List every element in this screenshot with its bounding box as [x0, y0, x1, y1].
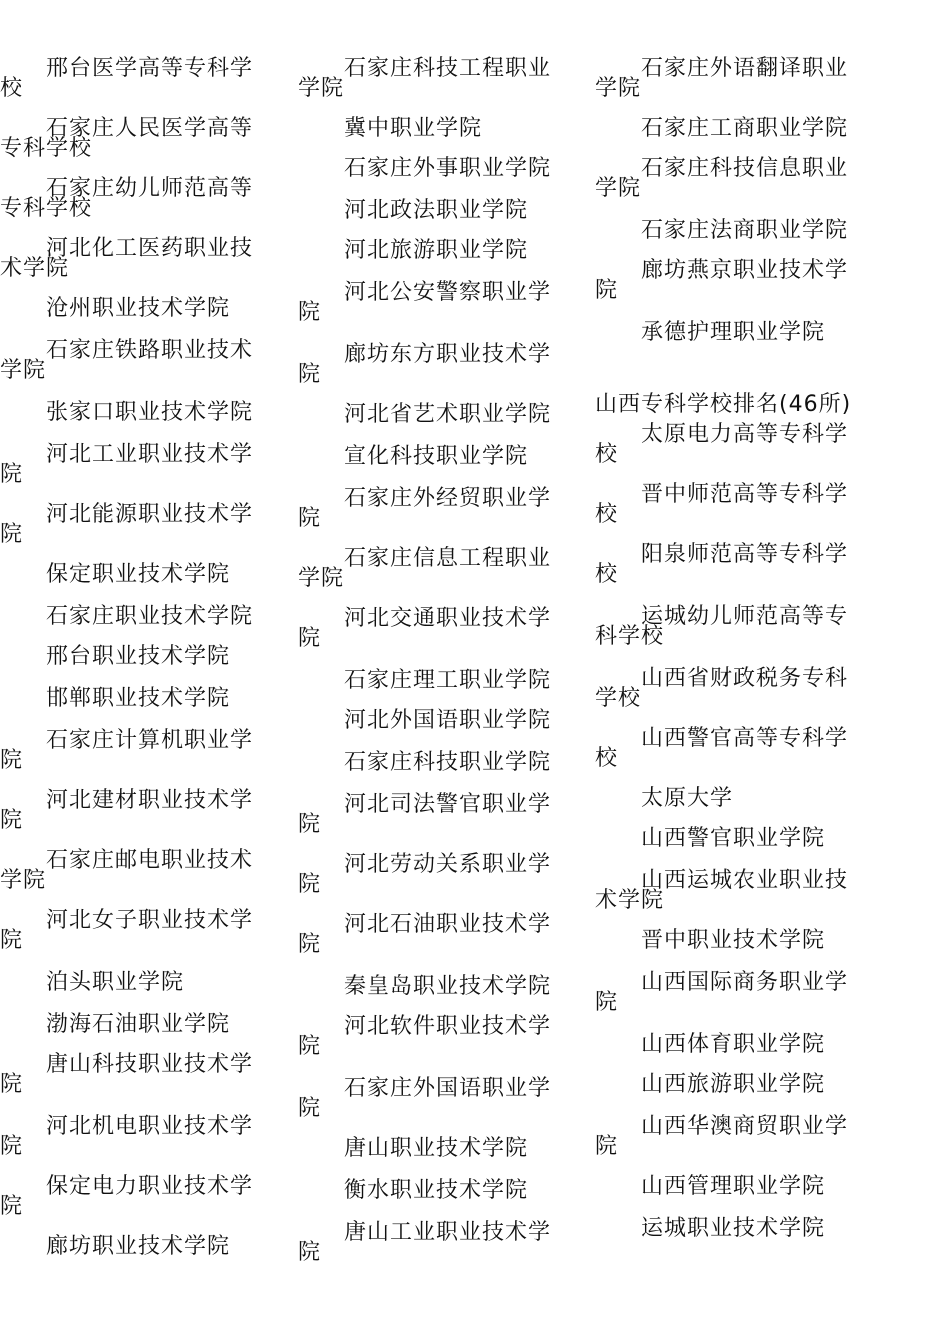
school-name-line-2: 学院 [595, 76, 642, 101]
school-name-line-2: 学院 [298, 566, 345, 591]
school-name-line-2: 院 [0, 1072, 24, 1097]
school-name-line-1: 河北外国语职业学院 [344, 708, 552, 733]
school-name-line-1: 邢台职业技术学院 [46, 644, 231, 669]
school-name-line-1: 山西警官高等专科学 [641, 726, 849, 751]
school-name-line-1: 石家庄计算机职业学 [46, 728, 254, 753]
school-name-line-2: 专科学校 [0, 196, 93, 221]
school-name-line-1: 河北软件职业技术学 [344, 1014, 552, 1039]
school-name-line-2: 学院 [298, 76, 345, 101]
school-name-line-1: 石家庄科技职业学院 [344, 750, 552, 775]
school-name-line-2: 学院 [595, 176, 642, 201]
school-name-line-1: 河北交通职业技术学 [344, 606, 552, 631]
school-name-line-1: 运城幼儿师范高等专 [641, 604, 849, 629]
school-name-line-1: 河北建材职业技术学 [46, 788, 254, 813]
school-name-line-2: 校 [595, 562, 619, 587]
school-name-line-1: 唐山科技职业技术学 [46, 1052, 254, 1077]
school-name-line-1: 唐山职业技术学院 [344, 1136, 529, 1161]
school-name-line-2: 科学校 [595, 624, 665, 649]
school-name-line-1: 冀中职业学院 [344, 116, 483, 141]
school-name-line-1: 衡水职业技术学院 [344, 1178, 529, 1203]
school-name-line-2: 院 [298, 300, 322, 325]
school-name-line-1: 河北机电职业技术学 [46, 1114, 254, 1139]
school-name-line-1: 晋中职业技术学院 [641, 928, 826, 953]
school-name-line-1: 邯郸职业技术学院 [46, 686, 231, 711]
school-name-line-1: 石家庄工商职业学院 [641, 116, 849, 141]
school-name-line-1: 保定职业技术学院 [46, 562, 231, 587]
school-name-line-1: 山西省财政税务专科 [641, 666, 849, 691]
school-name-line-2: 术学院 [595, 888, 665, 913]
school-name-line-1: 石家庄邮电职业技术 [46, 848, 254, 873]
school-name-line-1: 泊头职业学院 [46, 970, 185, 995]
school-name-line-2: 院 [298, 626, 322, 651]
school-name-line-2: 院 [0, 808, 24, 833]
school-name-line-2: 术学院 [0, 256, 70, 281]
school-name-line-1: 河北能源职业技术学 [46, 502, 254, 527]
school-name-line-1: 山西体育职业学院 [641, 1032, 826, 1057]
school-name-line-2: 院 [595, 1134, 619, 1159]
school-name-line-1: 山西管理职业学院 [641, 1174, 826, 1199]
school-name-line-2: 院 [298, 506, 322, 531]
school-name-line-1: 晋中师范高等专科学 [641, 482, 849, 507]
school-name-line-1: 沧州职业技术学院 [46, 296, 231, 321]
school-name-line-1: 保定电力职业技术学 [46, 1174, 254, 1199]
school-name-line-2: 学院 [0, 358, 47, 383]
school-name-line-1: 石家庄外国语职业学 [344, 1076, 552, 1101]
school-name-line-1: 宣化科技职业学院 [344, 444, 529, 469]
school-name-line-1: 运城职业技术学院 [641, 1216, 826, 1241]
school-name-line-1: 河北公安警察职业学 [344, 280, 552, 305]
school-name-line-2: 院 [298, 1096, 322, 1121]
school-name-line-2: 院 [595, 990, 619, 1015]
school-name-line-2: 校 [0, 76, 24, 101]
column-2 [298, 0, 598, 1344]
school-name-line-1: 廊坊东方职业技术学 [344, 342, 552, 367]
school-name-line-1: 河北旅游职业学院 [344, 238, 529, 263]
school-name-line-1: 石家庄外事职业学院 [344, 156, 552, 181]
school-name-line-1: 唐山工业职业技术学 [344, 1220, 552, 1245]
school-name-line-1: 石家庄法商职业学院 [641, 218, 849, 243]
school-name-line-2: 院 [0, 1194, 24, 1219]
school-name-line-1: 太原大学 [641, 786, 734, 811]
school-name-line-2: 校 [595, 502, 619, 527]
school-name-line-1: 石家庄理工职业学院 [344, 668, 552, 693]
school-name-line-2: 院 [298, 1240, 322, 1265]
school-name-line-1: 河北化工医药职业技 [46, 236, 254, 261]
school-name-line-1: 石家庄外经贸职业学 [344, 486, 552, 511]
school-name-line-1: 石家庄外语翻译职业 [641, 56, 849, 81]
school-name-line-1: 张家口职业技术学院 [46, 400, 254, 425]
school-name-line-1: 河北省艺术职业学院 [344, 402, 552, 427]
school-name-line-1: 廊坊职业技术学院 [46, 1234, 231, 1259]
school-name-line-1: 石家庄职业技术学院 [46, 604, 254, 629]
school-name-line-1: 廊坊燕京职业技术学 [641, 258, 849, 283]
school-name-line-1: 石家庄人民医学高等 [46, 116, 254, 141]
school-name-line-2: 院 [0, 748, 24, 773]
school-name-line-1: 阳泉师范高等专科学 [641, 542, 849, 567]
school-name-line-1: 石家庄幼儿师范高等 [46, 176, 254, 201]
school-name-line-2: 专科学校 [0, 136, 93, 161]
section-heading-text: 山西专科学校排名(46所) [595, 392, 852, 417]
column-1 [0, 0, 300, 1344]
school-name-line-1: 河北司法警官职业学 [344, 792, 552, 817]
school-name-line-1: 石家庄科技信息职业 [641, 156, 849, 181]
school-name-line-2: 院 [298, 932, 322, 957]
school-name-line-1: 太原电力高等专科学 [641, 422, 849, 447]
school-name-line-1: 河北石油职业技术学 [344, 912, 552, 937]
school-name-line-2: 院 [298, 872, 322, 897]
school-name-line-2: 院 [0, 1134, 24, 1159]
school-name-line-1: 石家庄信息工程职业 [344, 546, 552, 571]
school-name-line-2: 院 [0, 928, 24, 953]
school-name-line-2: 院 [0, 522, 24, 547]
school-name-line-1: 河北劳动关系职业学 [344, 852, 552, 877]
school-name-line-1: 山西国际商务职业学 [641, 970, 849, 995]
school-name-line-1: 河北政法职业学院 [344, 198, 529, 223]
school-name-line-2: 校 [595, 442, 619, 467]
school-name-line-1: 承德护理职业学院 [641, 320, 826, 345]
school-name-line-2: 学校 [595, 686, 642, 711]
school-name-line-2: 院 [595, 278, 619, 303]
school-name-line-1: 河北女子职业技术学 [46, 908, 254, 933]
school-name-line-1: 石家庄铁路职业技术 [46, 338, 254, 363]
school-name-line-1: 山西华澳商贸职业学 [641, 1114, 849, 1139]
school-name-line-1: 河北工业职业技术学 [46, 442, 254, 467]
column-3 [595, 0, 895, 1344]
school-name-line-2: 院 [298, 812, 322, 837]
school-name-line-2: 校 [595, 746, 619, 771]
school-name-line-1: 山西运城农业职业技 [641, 868, 849, 893]
school-name-line-1: 石家庄科技工程职业 [344, 56, 552, 81]
school-name-line-2: 院 [298, 1034, 322, 1059]
school-name-line-1: 山西警官职业学院 [641, 826, 826, 851]
school-name-line-2: 院 [298, 362, 322, 387]
school-name-line-2: 院 [0, 462, 24, 487]
school-name-line-1: 渤海石油职业学院 [46, 1012, 231, 1037]
school-name-line-1: 邢台医学高等专科学 [46, 56, 254, 81]
school-name-line-2: 学院 [0, 868, 47, 893]
school-name-line-1: 秦皇岛职业技术学院 [344, 974, 552, 999]
school-name-line-1: 山西旅游职业学院 [641, 1072, 826, 1097]
